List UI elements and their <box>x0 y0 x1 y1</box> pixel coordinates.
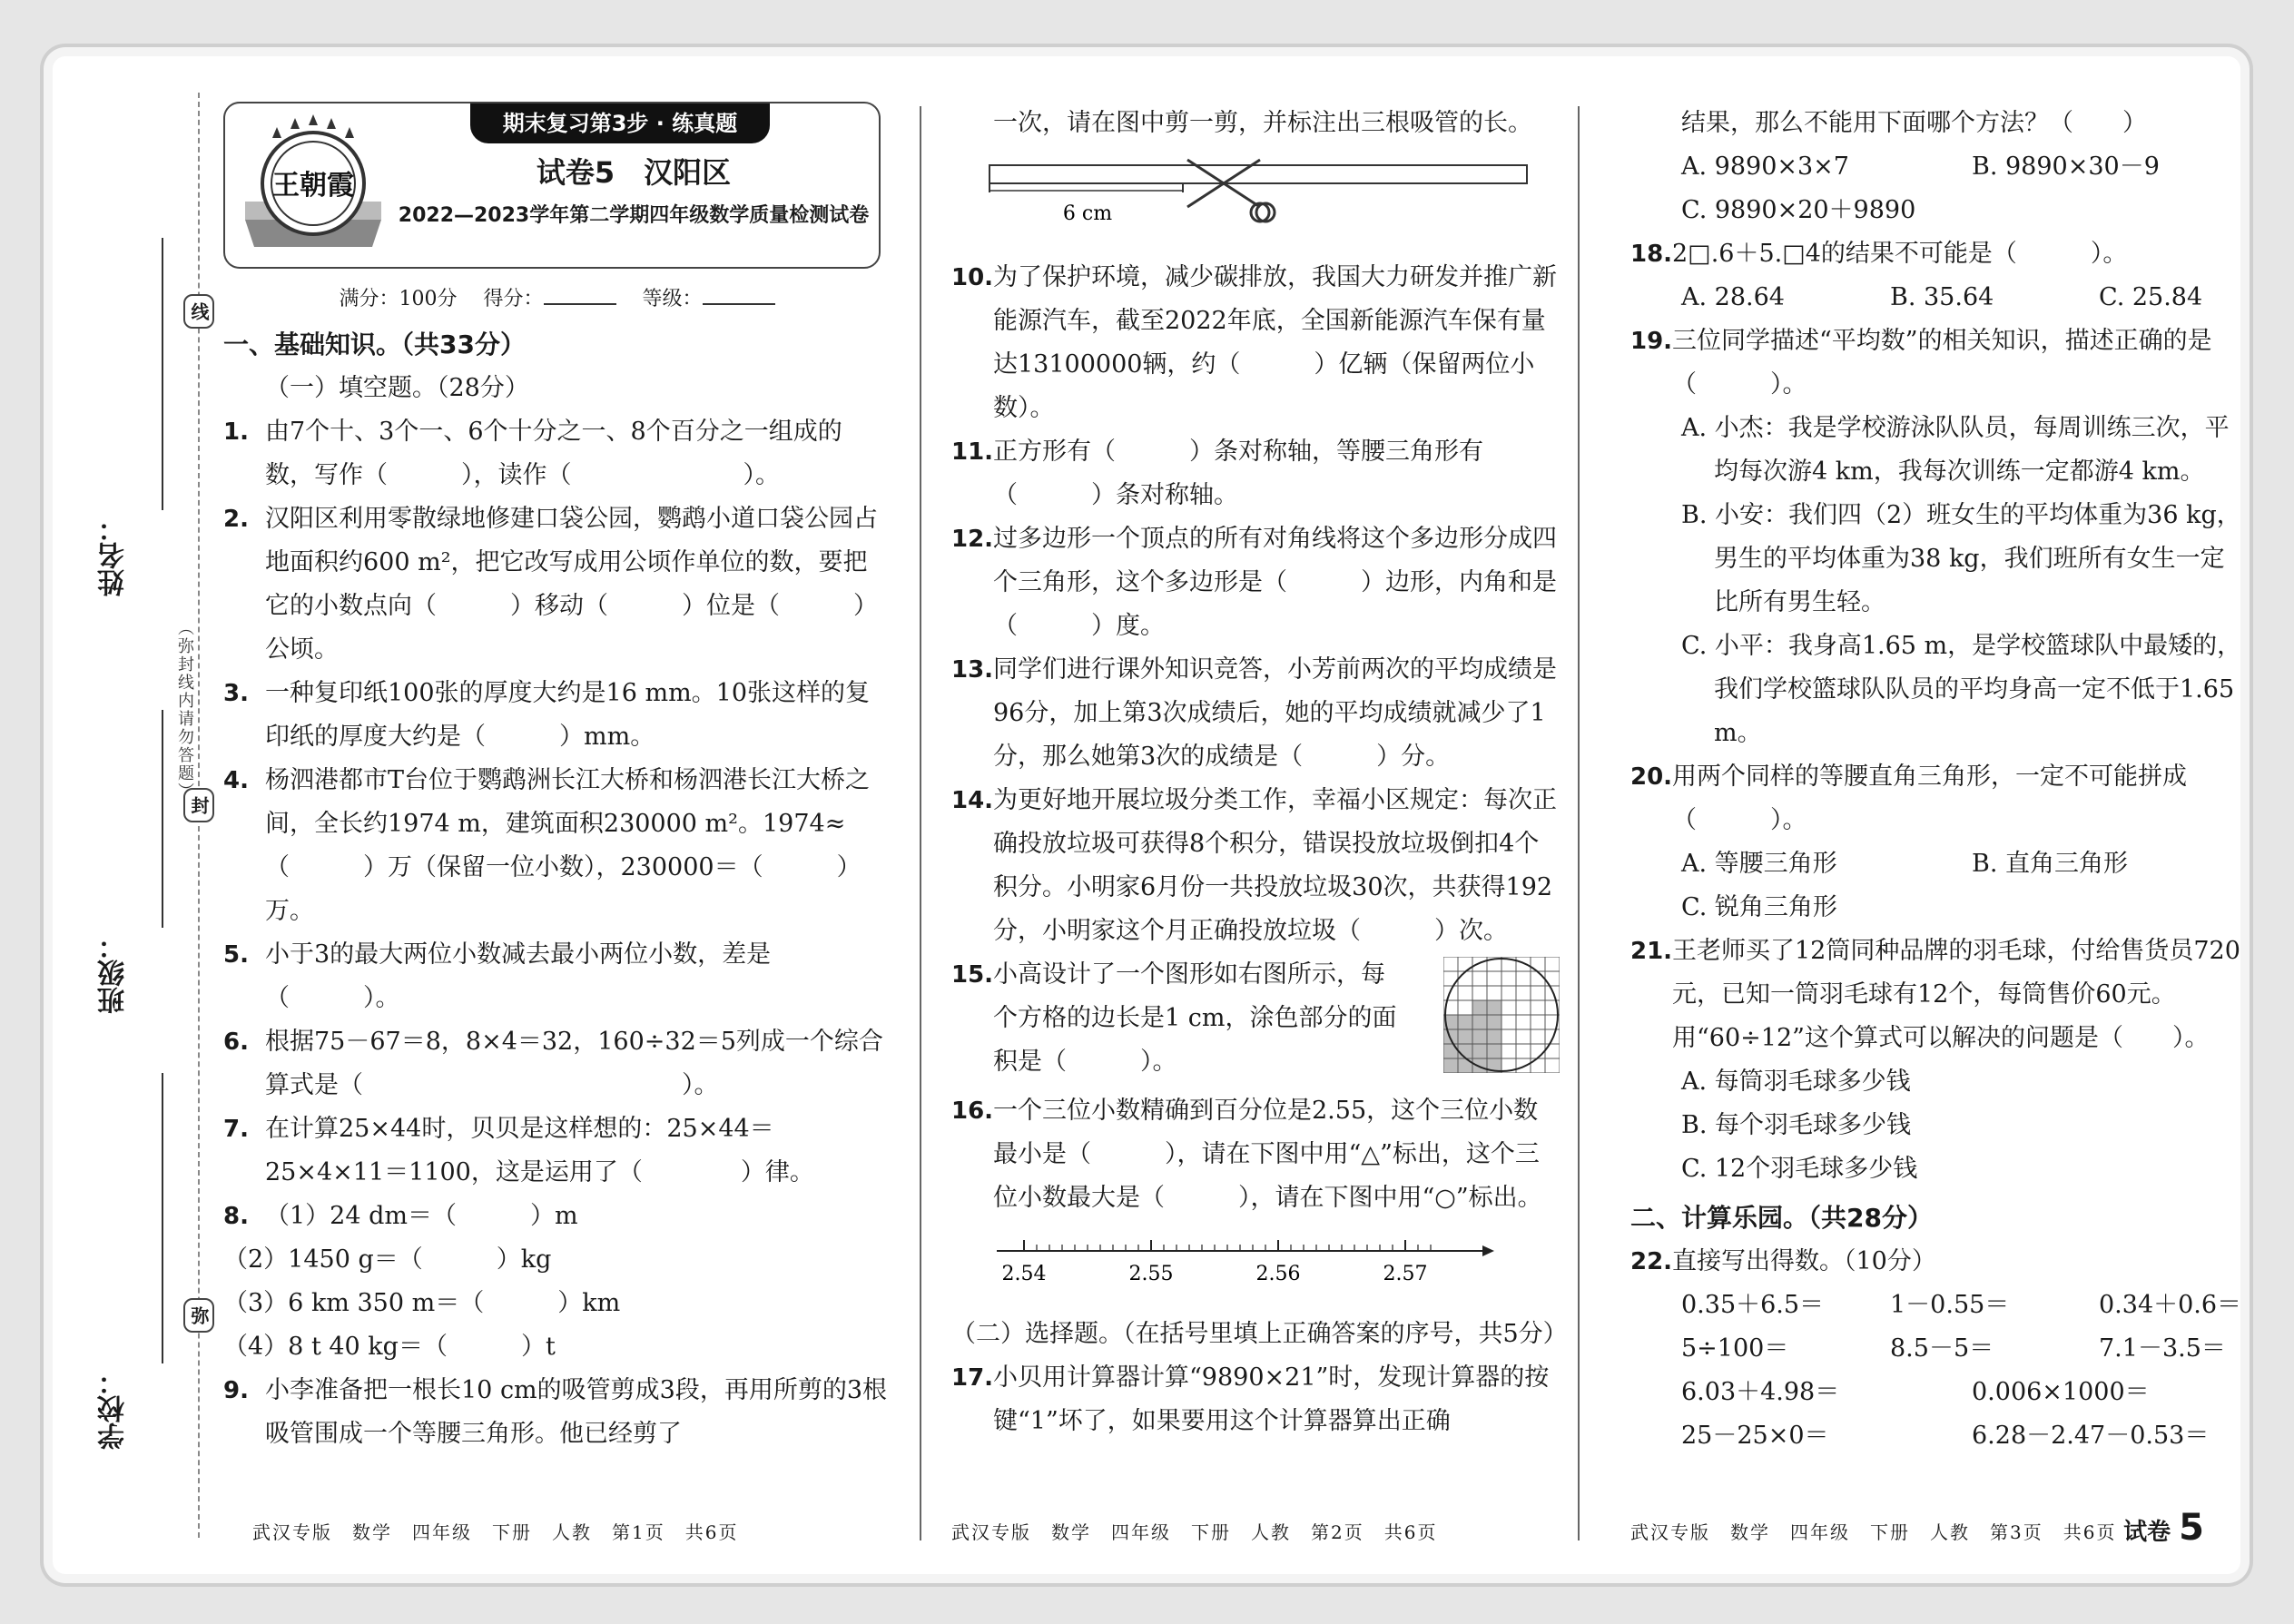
text-line: （2）1450 g＝（ ）kg <box>223 1245 552 1274</box>
option: 1－0.55＝ <box>1890 1291 2010 1319</box>
question-21 <box>1630 930 2248 1060</box>
grid-cell <box>1545 1058 1560 1073</box>
option: B. 直角三角形 <box>1972 850 2129 878</box>
footer-page-1: 武汉专版 数学 四年级 下册 人教 第1页 共6页 <box>252 1521 739 1543</box>
option: B. 35.64 <box>1890 283 1994 311</box>
question-text: 杨泗港都市T台位于鹦鹉洲长江大桥和杨泗港长江大桥之间，全长约1974 m，建筑面积230000 m²。1974≈（ ）万（保留一位小数），230000＝（ ）万。 <box>265 766 871 925</box>
question-text: 根据75－67＝8，8×4＝32，160÷32＝5列成一个综合算式是（ ）。 <box>265 1028 883 1099</box>
question-4 <box>223 759 891 933</box>
grid-cell <box>1516 1000 1531 1015</box>
paper-title: 试卷5 汉阳区 <box>536 155 732 190</box>
option: C. 小平：我身高1.65 m，是学校篮球队中最矮的，我们学校篮球队队员的平均身高一定不低于1.65 m。 <box>1681 632 2242 747</box>
option: B. 9890×30－9 <box>1972 153 2160 181</box>
grid-cell <box>1458 1029 1472 1044</box>
question-number: 14. <box>951 787 994 814</box>
option: 8.5－5＝ <box>1890 1334 1994 1363</box>
grid-cell <box>1516 1044 1531 1058</box>
grid-cell <box>1472 1058 1487 1073</box>
option-row <box>1630 145 2248 189</box>
text-line: 结果，那么不能用下面哪个方法？（ ） <box>1681 109 2147 137</box>
score-blank[interactable] <box>544 303 616 305</box>
seal-mark-mi: 弥 <box>183 1298 214 1333</box>
school-blank[interactable] <box>162 1073 163 1363</box>
grid-cell <box>1516 1029 1531 1044</box>
paper-subtitle: 2022—2023学年第二学期四年级数学质量检测试卷 <box>398 204 870 227</box>
tick-label: 2.55 <box>1128 1263 1174 1285</box>
class-label: 班级： <box>98 932 130 1014</box>
question-12 <box>951 517 1560 648</box>
question-text: 三位同学描述“平均数”的相关知识，描述正确的是（ ）。 <box>1672 327 2212 399</box>
question-22 <box>1630 1240 2248 1284</box>
question-number: 7. <box>223 1116 249 1143</box>
grid-cell <box>1443 1058 1458 1073</box>
question-text: 为更好地开展垃圾分类工作，幸福小区规定：每次正确投放垃圾可获得8个积分，错误投放垃圾倒扣4个积分。小明家6月份一共投放垃圾30次，共获得192分，小明家这个月正确投放垃圾（ ）次。 <box>993 786 1557 945</box>
seal-mark-feng: 封 <box>183 788 214 822</box>
grid-cell <box>1531 1015 1545 1029</box>
question-5 <box>223 933 891 1020</box>
question-text: 王老师买了12筒同种品牌的羽毛球，付给售货员720元，已知一筒羽毛球有12个，每筒售价60元。用“60÷12”这个算式可以解决的问题是（ ）。 <box>1672 937 2240 1052</box>
text-line: （一）填空题。（28分） <box>265 374 529 402</box>
question-number: 22. <box>1630 1248 1673 1275</box>
option: A. 28.64 <box>1681 283 1785 311</box>
option: 6.28－2.47－0.53＝ <box>1972 1422 2210 1450</box>
footer-page-3: 武汉专版 数学 四年级 下册 人教 第3页 共6页 <box>1630 1521 2117 1543</box>
question-number: 10. <box>951 264 994 291</box>
grid-cell <box>1443 957 1458 971</box>
column-2-questions <box>951 256 1560 953</box>
binding-strip <box>53 56 210 1574</box>
question-20 <box>1630 755 2248 842</box>
question-text: 小贝用计算器计算“9890×21”时，发现计算器的按键“1”坏了，如果要用这个计算器算出正确 <box>993 1363 1550 1435</box>
exam-page <box>53 56 2240 1574</box>
question-8 <box>223 1195 891 1238</box>
column-1 <box>223 102 891 1456</box>
full-score: 满分：100分 <box>339 288 458 310</box>
question-number: 8. <box>223 1203 249 1230</box>
school-label: 学校： <box>98 1368 130 1450</box>
option: C. 25.84 <box>2099 283 2203 311</box>
seal-note: （弥封线内请勿答题） <box>175 619 194 801</box>
question-1 <box>223 410 891 497</box>
question-text: 过多边形一个顶点的所有对角线将这个多边形分成四个三角形，这个多边形是（ ）边形，内角和是（ ）度。 <box>993 525 1557 640</box>
question-text: 小李准备把一根长10 cm的吸管剪成3段，再用所剪的3根吸管围成一个等腰三角形。他已经剪了 <box>265 1376 888 1448</box>
grid-cell <box>1545 986 1560 1000</box>
name-blank[interactable] <box>162 238 163 510</box>
option: 5÷100＝ <box>1681 1334 1789 1363</box>
grid-cell <box>1516 1058 1531 1073</box>
question-text: （1）24 dm＝（ ）m <box>265 1202 578 1230</box>
option-row <box>1630 1284 2248 1327</box>
grid-cell <box>1516 986 1531 1000</box>
question-text: 由7个十、3个一、6个十分之一、8个百分之一组成的数，写作（ ），读作（ ）。 <box>265 418 842 489</box>
option: 25－25×0＝ <box>1681 1422 1829 1450</box>
question-text: 汉阳区利用零散绿地修建口袋公园，鹦鹉小道口袋公园占地面积约600 m²，把它改写成用公顷作单位的数，要把它的小数点向（ ）移动（ ）位是（ ）公顷。 <box>265 505 878 664</box>
question-number: 11. <box>951 438 994 466</box>
option-row <box>1630 842 2248 886</box>
option-row <box>1630 1414 2248 1458</box>
grid-cell <box>1458 971 1472 986</box>
grid-cell <box>1472 1015 1487 1029</box>
question-number: 19. <box>1630 328 1673 355</box>
grid-cell <box>1458 986 1472 1000</box>
question-text: 一种复印纸100张的厚度大约是16 mm。10张这样的复印纸的厚度大约是（ ）mm。 <box>265 679 871 751</box>
question-9-cont: 一次，请在图中剪一剪，并标注出三根吸管的长。 <box>993 109 1532 137</box>
grid-cell <box>1487 1000 1501 1015</box>
question-text: 用两个同样的等腰直角三角形，一定不可能拼成（ ）。 <box>1672 763 2187 834</box>
column-separator <box>920 106 921 1540</box>
option: A. 每筒羽毛球多少钱 <box>1681 1068 1911 1096</box>
question-text: 小于3的最大两位小数减去最小两位小数，差是（ ）。 <box>265 940 772 1012</box>
grid-cell <box>1501 1044 1516 1058</box>
grid-cell <box>1531 1029 1545 1044</box>
option: B. 每个羽毛球多少钱 <box>1681 1111 1912 1139</box>
question-number: 20. <box>1630 763 1673 791</box>
grid-cell <box>1501 1000 1516 1015</box>
section-heading: 一、基础知识。（共33分） <box>223 330 526 359</box>
grid-cell <box>1501 1029 1516 1044</box>
grid-cell <box>1458 1044 1472 1058</box>
question-number: 17. <box>951 1364 994 1392</box>
grid-cell <box>1487 971 1501 986</box>
review-tag: 期末复习第3步 · 练真题 <box>470 103 770 143</box>
grid-circle-figure <box>1443 957 1560 1073</box>
grid-cell <box>1472 971 1487 986</box>
paper-number: 试卷 5 <box>2123 1507 2204 1549</box>
question-number: 1. <box>223 418 249 446</box>
grid-cell <box>1443 1029 1458 1044</box>
grid-cell <box>1472 1000 1487 1015</box>
question-2 <box>223 497 891 672</box>
option-row <box>1630 276 2248 320</box>
option: 6.03＋4.98＝ <box>1681 1378 1840 1406</box>
grid-cell <box>1516 971 1531 986</box>
grid-cell <box>1458 1015 1472 1029</box>
question-number: 2. <box>223 506 249 533</box>
option: 0.34＋0.6＝ <box>2099 1291 2242 1319</box>
straw-length-label: 6 cm <box>1062 202 1113 225</box>
question-number: 13. <box>951 656 994 684</box>
grid-cell <box>1487 1044 1501 1058</box>
grid-cell <box>1531 986 1545 1000</box>
question-number: 3. <box>223 680 249 707</box>
question-text: 直接写出得数。（10分） <box>1672 1247 1936 1275</box>
option: A. 小杰：我是学校游泳队队员，每周训练三次，平均每次游4 km，我每次训练一定都游4 km。 <box>1681 414 2230 486</box>
question-17 <box>951 1356 1560 1443</box>
grid-cell <box>1531 971 1545 986</box>
option-row <box>1630 1327 2248 1371</box>
option: A. 等腰三角形 <box>1681 850 1837 878</box>
class-blank[interactable] <box>162 710 163 928</box>
number-line[interactable] <box>988 1235 1496 1298</box>
question-6 <box>223 1020 891 1107</box>
column-2-after <box>951 1313 1568 1443</box>
grid-cell <box>1531 1044 1545 1058</box>
column-separator-2 <box>1578 106 1580 1540</box>
section-heading: 二、计算乐园。（共28分） <box>1630 1203 1933 1233</box>
grid-cell <box>1501 971 1516 986</box>
tick-label: 2.57 <box>1383 1263 1428 1285</box>
option: B. 小安：我们四（2）班女生的平均体重为36 kg，男生的平均体重为38 kg，我们班所有女生一定比所有男生轻。 <box>1681 501 2241 616</box>
question-15: 15. 小高设计了一个图形如右图所示，每个方格的边长是1 cm，涂色部分的面积是（ ）。 <box>951 953 1560 1089</box>
question-19 <box>1630 320 2248 407</box>
question-text: 为了保护环境，减少碳排放，我国大力研发并推广新能源汽车，截至2022年底，全国新能源汽车保有量达13100000辆，约（ ）亿辆（保留两位小数）。 <box>993 263 1557 422</box>
footer-page-2: 武汉专版 数学 四年级 下册 人教 第2页 共6页 <box>951 1521 1438 1543</box>
exam-header <box>223 102 881 269</box>
question-11 <box>951 430 1560 517</box>
text-line: （4）8 t 40 kg＝（ ）t <box>223 1333 556 1361</box>
name-label: 姓名： <box>98 515 130 596</box>
grid-cell <box>1472 986 1487 1000</box>
score-line <box>223 281 891 318</box>
column-3 <box>1630 102 2248 1458</box>
question-number: 4. <box>223 767 249 794</box>
grid-cell <box>1443 986 1458 1000</box>
column-1-questions <box>223 323 891 1456</box>
option-row <box>1630 1371 2248 1414</box>
question-text: 在计算25×44时，贝贝是这样想的：25×44＝25×4×11＝1100，这是运用了（ ）律。 <box>265 1115 814 1186</box>
grid-cell <box>1531 1000 1545 1015</box>
option: A. 9890×3×7 <box>1681 153 1849 181</box>
column-3-questions <box>1630 102 2248 1458</box>
grid-cell <box>1545 957 1560 971</box>
question-number: 21. <box>1630 938 1673 965</box>
grid-cell <box>1516 957 1531 971</box>
tick-label: 2.54 <box>1001 1263 1047 1285</box>
question-14 <box>951 779 1560 953</box>
text-line: （二）选择题。（在括号里填上正确答案的序号，共5分） <box>951 1320 1568 1348</box>
grid-cell <box>1487 1029 1501 1044</box>
question-9 <box>223 1369 891 1456</box>
tick-label: 2.56 <box>1255 1263 1301 1285</box>
publisher-logo <box>236 111 390 256</box>
question-18 <box>1630 232 2248 276</box>
seal-mark-xian: 线 <box>183 294 214 329</box>
grid-cell <box>1516 1015 1531 1029</box>
grid-cell <box>1501 986 1516 1000</box>
logo-text: 王朝霞 <box>272 170 354 202</box>
grid-cell <box>1487 1015 1501 1029</box>
grid-cell <box>1545 1029 1560 1044</box>
column-2 <box>951 102 1568 1443</box>
straw-figure <box>988 153 1532 234</box>
grid-cell <box>1487 986 1501 1000</box>
option: 0.006×1000＝ <box>1972 1378 2150 1406</box>
question-text: 正方形有（ ）条对称轴，等腰三角形有（ ）条对称轴。 <box>993 438 1483 509</box>
question-number: 6. <box>223 1029 249 1056</box>
score-label: 得分： <box>483 288 544 310</box>
grade-blank[interactable] <box>703 303 775 305</box>
question-7 <box>223 1107 891 1195</box>
grid-cell <box>1472 1029 1487 1044</box>
question-13 <box>951 648 1560 779</box>
text-line: （3）6 km 350 m＝（ ）km <box>223 1289 621 1317</box>
question-number: 12. <box>951 526 994 553</box>
option: 7.1－3.5＝ <box>2099 1334 2226 1363</box>
option: 0.35＋6.5＝ <box>1681 1291 1825 1319</box>
option: C. 9890×20＋9890 <box>1681 196 1916 224</box>
option: C. 锐角三角形 <box>1681 893 1837 921</box>
question-number: 5. <box>223 941 249 969</box>
question-text: 同学们进行课外知识竞答，小芳前两次的平均成绩是96分，加上第3次成绩后，她的平均成绩就减少了1分，那么她第3次的成绩是（ ）分。 <box>993 655 1557 771</box>
grid-cell <box>1458 1000 1472 1015</box>
option: C. 12个羽毛球多少钱 <box>1681 1155 1918 1183</box>
grid-cell <box>1472 957 1487 971</box>
question-text: 2□.6＋5.□4的结果不可能是（ ）。 <box>1672 240 2128 268</box>
grid-cell <box>1472 1044 1487 1058</box>
question-number: 9. <box>223 1377 249 1404</box>
question-3 <box>223 672 891 759</box>
question-16: 16. 一个三位小数精确到百分位是2.55，这个三位小数最小是（ ），请在下图中用“△”标出，这个三位小数最大是（ ），请在下图中用“○”标出。 <box>951 1097 1542 1212</box>
grid-cell <box>1501 1015 1516 1029</box>
question-number: 18. <box>1630 241 1673 268</box>
grade-label: 等级： <box>642 288 703 310</box>
question-10 <box>951 256 1560 430</box>
